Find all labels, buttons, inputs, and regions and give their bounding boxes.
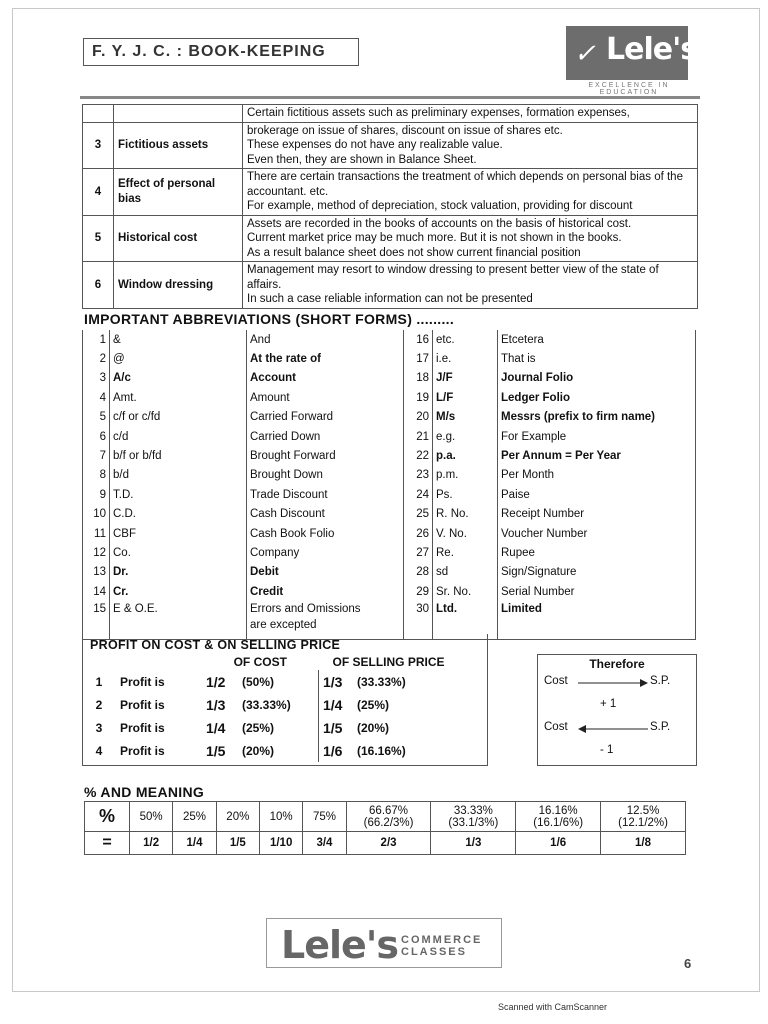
logo-tagline: EXCELLENCE IN EDUCATION: [588, 82, 670, 96]
percent-fraction-text: (33.1/3%): [448, 816, 499, 829]
percent-text: 16.16%: [538, 804, 578, 817]
percent-text: 10%: [269, 810, 293, 823]
abbr-meaning: Rupee: [498, 543, 696, 562]
abbreviation-row: [83, 330, 696, 349]
abbreviation-row: [83, 563, 696, 582]
fraction-value: 1/2: [130, 832, 173, 855]
sp-percent: (33.33%): [357, 674, 406, 689]
abbr-meaning: Journal Folio: [498, 369, 696, 388]
abbr-number: 12: [83, 543, 110, 562]
profit-number: 2: [95, 697, 103, 712]
description-line: There are certain transactions the treatment of which depends on personal bias of the accountant. etc.: [247, 171, 683, 198]
percent-symbol: %: [85, 802, 130, 832]
concept-description: [243, 169, 698, 216]
percent-value: [130, 802, 173, 832]
percent-text: 75%: [312, 810, 336, 823]
abbreviation-row: [83, 582, 696, 601]
sp-percent: (20%): [357, 720, 390, 735]
abbr-short: e.g.: [433, 427, 498, 446]
abbr-short: Cr.: [110, 582, 247, 601]
abbr-short: c/d: [110, 427, 247, 446]
abbr-meaning: At the rate of: [247, 349, 404, 368]
abbr-meaning: Amount: [247, 388, 404, 407]
abbr-meaning: Messrs (prefix to firm name): [498, 408, 696, 427]
profit-table: [82, 654, 488, 762]
abbr-meaning: Voucher Number: [498, 524, 696, 543]
abbr-meaning: Per Month: [498, 466, 696, 485]
sp-label-1: S.P.: [650, 675, 671, 687]
abbr-number: 10: [83, 505, 110, 524]
description-line: In such a case reliable information can not be presented: [247, 293, 533, 305]
profit-row: [82, 739, 488, 762]
abbr-number: 22: [404, 446, 433, 465]
abbr-meaning-line: are excepted: [250, 619, 317, 632]
cost-label-2: Cost: [544, 721, 568, 733]
sp-fraction: 1/5: [319, 716, 354, 739]
abbr-number: 17: [404, 349, 433, 368]
scanned-note: Scanned with CamScanner: [498, 1002, 608, 1012]
abbr-meaning: Credit: [247, 582, 404, 601]
abbr-number: 4: [83, 388, 110, 407]
abbreviation-row: [83, 388, 696, 407]
page-number: 6: [684, 956, 692, 971]
fraction-value: 1/8: [601, 832, 686, 855]
abbr-short: Co.: [110, 543, 247, 562]
abbr-short: C.D.: [110, 505, 247, 524]
profit-label: Profit is: [120, 697, 165, 712]
abbr-meaning: Paise: [498, 485, 696, 504]
abbr-number: 26: [404, 524, 433, 543]
of-selling-price-header: OF SELLING PRICE: [332, 655, 445, 669]
profit-number: 3: [95, 720, 103, 735]
cost-percent: (25%): [242, 720, 275, 735]
description-line: As a result balance sheet does not show current financial position: [247, 246, 581, 259]
profit-label: Profit is: [120, 720, 165, 735]
footer-logo-classes: CLASSES: [401, 946, 467, 958]
abbr-meaning: Sign/Signature: [498, 563, 696, 582]
sp-fraction: 1/3: [319, 670, 354, 693]
concept-row: [83, 122, 698, 169]
percent-table: [84, 801, 686, 855]
description-line: Management may resort to window dressing to present better view of the state of affairs.: [247, 264, 659, 291]
abbr-meaning: Serial Number: [498, 582, 696, 601]
percent-text: 20%: [226, 810, 250, 823]
abbr-number: 19: [404, 388, 433, 407]
concept-number: 4: [83, 169, 114, 216]
abbreviation-row: [83, 408, 696, 427]
fraction-value: 1/10: [259, 832, 302, 855]
arrow-left-icon: [578, 724, 648, 734]
abbr-short: E & O.E.: [110, 601, 247, 640]
description-line: These expenses do not have any realizable value.: [247, 139, 503, 151]
abbr-short: R. No.: [433, 505, 498, 524]
profit-title: PROFIT ON COST & ON SELLING PRICE: [90, 638, 341, 652]
concept-row: [83, 215, 698, 262]
sp-fraction: 1/4: [319, 693, 354, 716]
abbreviation-row: [83, 505, 696, 524]
abbr-short: &: [110, 330, 247, 349]
concept-row: [83, 105, 698, 123]
abbreviation-row: [83, 485, 696, 504]
abbr-meaning: Cash Discount: [247, 505, 404, 524]
abbreviation-row: [83, 369, 696, 388]
abbr-number: 18: [404, 369, 433, 388]
percent-value: [346, 802, 431, 832]
abbr-short: Amt.: [110, 388, 247, 407]
abbr-short: V. No.: [433, 524, 498, 543]
cost-fraction: 1/2: [206, 673, 226, 690]
abbr-meaning: Ledger Folio: [498, 388, 696, 407]
abbr-short: b/d: [110, 466, 247, 485]
abbr-meaning: Cash Book Folio: [247, 524, 404, 543]
abbr-number: 20: [404, 408, 433, 427]
percent-value: [431, 802, 516, 832]
abbr-short: J/F: [433, 369, 498, 388]
footer-logo-name: Lele's: [281, 923, 399, 967]
abbr-meaning: Company: [247, 543, 404, 562]
abbr-meaning: Debit: [247, 563, 404, 582]
sp-label-2: S.P.: [650, 721, 671, 733]
cost-percent: (33.33%): [242, 697, 291, 712]
fraction-value: 1/6: [516, 832, 601, 855]
profit-number: 4: [95, 743, 103, 758]
abbr-meaning: For Example: [498, 427, 696, 446]
profit-label: Profit is: [120, 743, 165, 758]
abbr-short: c/f or c/fd: [110, 408, 247, 427]
profit-row: [82, 693, 488, 716]
cost-percent: (50%): [242, 674, 275, 689]
percent-text: 66.67%: [369, 804, 409, 817]
plus-one: + 1: [600, 698, 617, 710]
abbr-short: etc.: [433, 330, 498, 349]
abbr-short: Dr.: [110, 563, 247, 582]
description-line: Even then, they are shown in Balance Sheet.: [247, 153, 477, 166]
abbr-meaning: Carried Forward: [247, 408, 404, 427]
percent-title: % AND MEANING: [84, 784, 205, 800]
description-line: brokerage on issue of shares, discount on issue of shares etc.: [247, 124, 563, 137]
abbr-short: CBF: [110, 524, 247, 543]
footer-logo-commerce: COMMERCE: [401, 934, 483, 946]
abbr-number: 13: [83, 563, 110, 582]
page-title: F. Y. J. C. : BOOK-KEEPING: [83, 38, 359, 66]
abbreviations-title: IMPORTANT ABBREVIATIONS (SHORT FORMS) .........: [84, 311, 455, 327]
description-line: Certain fictitious assets such as preliminary expenses, formation expenses,: [247, 107, 630, 119]
abbr-meaning: Per Annum = Per Year: [498, 446, 696, 465]
abbr-short: Re.: [433, 543, 498, 562]
percent-value: [216, 802, 259, 832]
percent-fraction-text: (66.2/3%): [363, 816, 414, 829]
cost-fraction: 1/5: [206, 742, 226, 759]
abbr-number: 5: [83, 408, 110, 427]
percent-value: [259, 802, 302, 832]
abbr-short: Ltd.: [433, 601, 498, 640]
percent-text: 12.5%: [626, 804, 660, 817]
profit-row: [82, 716, 488, 739]
abbr-short: @: [110, 349, 247, 368]
equals-symbol: =: [85, 832, 130, 855]
concept-row: [83, 262, 698, 309]
abbr-number: 7: [83, 446, 110, 465]
abbr-meaning: Trade Discount: [247, 485, 404, 504]
percent-text: 25%: [182, 810, 206, 823]
abbr-number: 25: [404, 505, 433, 524]
concept-term: [114, 105, 243, 123]
profit-label: Profit is: [120, 674, 165, 689]
cost-label-1: Cost: [544, 675, 568, 687]
abbr-short: L/F: [433, 388, 498, 407]
abbreviation-row: [83, 466, 696, 485]
concept-number: 5: [83, 215, 114, 262]
abbr-short: M/s: [433, 408, 498, 427]
concept-description: [243, 262, 698, 309]
percent-text: 33.33%: [453, 804, 493, 817]
sp-fraction: 1/6: [319, 739, 354, 762]
abbr-short: Ps.: [433, 485, 498, 504]
cost-fraction: 1/3: [206, 696, 226, 713]
concept-description: [243, 122, 698, 169]
concept-number: [83, 105, 114, 123]
percent-fraction-text: (12.1/2%): [618, 816, 668, 829]
abbr-short: i.e.: [433, 349, 498, 368]
footer-logo: [266, 918, 502, 968]
concept-term: Effect of personal bias: [114, 169, 243, 216]
concept-number: 3: [83, 122, 114, 169]
abbr-short: A/c: [110, 369, 247, 388]
abbr-number: 28: [404, 563, 433, 582]
concepts-table: [82, 104, 698, 309]
abbr-number: 1: [83, 330, 110, 349]
fraction-value: 1/5: [216, 832, 259, 855]
abbr-number: 3: [83, 369, 110, 388]
therefore-box: [537, 654, 697, 766]
abbr-short: Sr. No.: [433, 582, 498, 601]
abbr-meaning: Brought Down: [247, 466, 404, 485]
abbr-meaning: That is: [498, 349, 696, 368]
percent-value: [516, 802, 601, 832]
abbr-meaning: Etcetera: [498, 330, 696, 349]
therefore-title: Therefore: [589, 657, 645, 671]
abbr-number: 23: [404, 466, 433, 485]
profit-row: [82, 670, 488, 693]
percent-text: 50%: [139, 810, 163, 823]
logo-name: Lele's: [606, 32, 698, 67]
abbr-number: 30: [404, 601, 433, 640]
abbr-short: p.a.: [433, 446, 498, 465]
fraction-value: 3/4: [303, 832, 346, 855]
concept-term: Historical cost: [114, 215, 243, 262]
percent-value: [173, 802, 216, 832]
percent-fraction-text: (16.1/6%): [533, 816, 584, 829]
abbreviation-row: [83, 543, 696, 562]
concept-row: [83, 169, 698, 216]
abbr-number: 24: [404, 485, 433, 504]
fraction-value: 2/3: [346, 832, 431, 855]
abbr-short: b/f or b/fd: [110, 446, 247, 465]
abbr-number: 27: [404, 543, 433, 562]
abbr-meaning: Account: [247, 369, 404, 388]
abbr-meaning: Receipt Number: [498, 505, 696, 524]
sp-percent: (25%): [357, 697, 390, 712]
abbr-number: 8: [83, 466, 110, 485]
abbr-number: 6: [83, 427, 110, 446]
sp-percent: (16.16%): [357, 743, 406, 758]
percent-value: [303, 802, 346, 832]
concept-term: Window dressing: [114, 262, 243, 309]
abbr-number: 2: [83, 349, 110, 368]
abbr-meaning: Carried Down: [247, 427, 404, 446]
percent-value: [601, 802, 686, 832]
abbr-number: 15: [83, 601, 110, 640]
of-cost-header: OF COST: [233, 655, 287, 669]
abbr-short: T.D.: [110, 485, 247, 504]
cost-percent: (20%): [242, 743, 275, 758]
abbr-meaning: Brought Forward: [247, 446, 404, 465]
abbr-number: 16: [404, 330, 433, 349]
abbr-number: 21: [404, 427, 433, 446]
abbreviation-row: [83, 446, 696, 465]
arrow-right-icon: [578, 678, 648, 688]
abbr-short: sd: [433, 563, 498, 582]
fraction-value: 1/3: [431, 832, 516, 855]
abbr-meaning: Limited: [498, 601, 696, 640]
abbreviation-row: [83, 349, 696, 368]
abbr-meaning: And: [247, 330, 404, 349]
abbr-number: 29: [404, 582, 433, 601]
abbr-short: p.m.: [433, 466, 498, 485]
minus-one: - 1: [600, 744, 614, 756]
fraction-value: 1/4: [173, 832, 216, 855]
concept-number: 6: [83, 262, 114, 309]
cost-fraction: 1/4: [206, 719, 226, 736]
abbreviation-row: [83, 427, 696, 446]
abbr-number: 11: [83, 524, 110, 543]
description-line: Current market price may be much more. But it is not shown in the books.: [247, 232, 622, 244]
concept-description: [243, 105, 698, 123]
abbreviations-table: [82, 330, 696, 640]
concept-description: [243, 215, 698, 262]
abbr-meaning-line: Errors and Omissions: [250, 603, 361, 616]
concept-term: Fictitious assets: [114, 122, 243, 169]
description-line: For example, method of depreciation, stock valuation, providing for discount: [247, 200, 633, 212]
checkmark-icon: ✓: [574, 38, 596, 68]
abbr-number: 14: [83, 582, 110, 601]
description-line: Assets are recorded in the books of accounts on the basis of historical cost.: [247, 217, 632, 230]
abbreviation-row: [83, 524, 696, 543]
leles-logo: [566, 26, 698, 80]
profit-number: 1: [95, 674, 103, 689]
abbr-number: 9: [83, 485, 110, 504]
header-divider: [80, 96, 700, 99]
